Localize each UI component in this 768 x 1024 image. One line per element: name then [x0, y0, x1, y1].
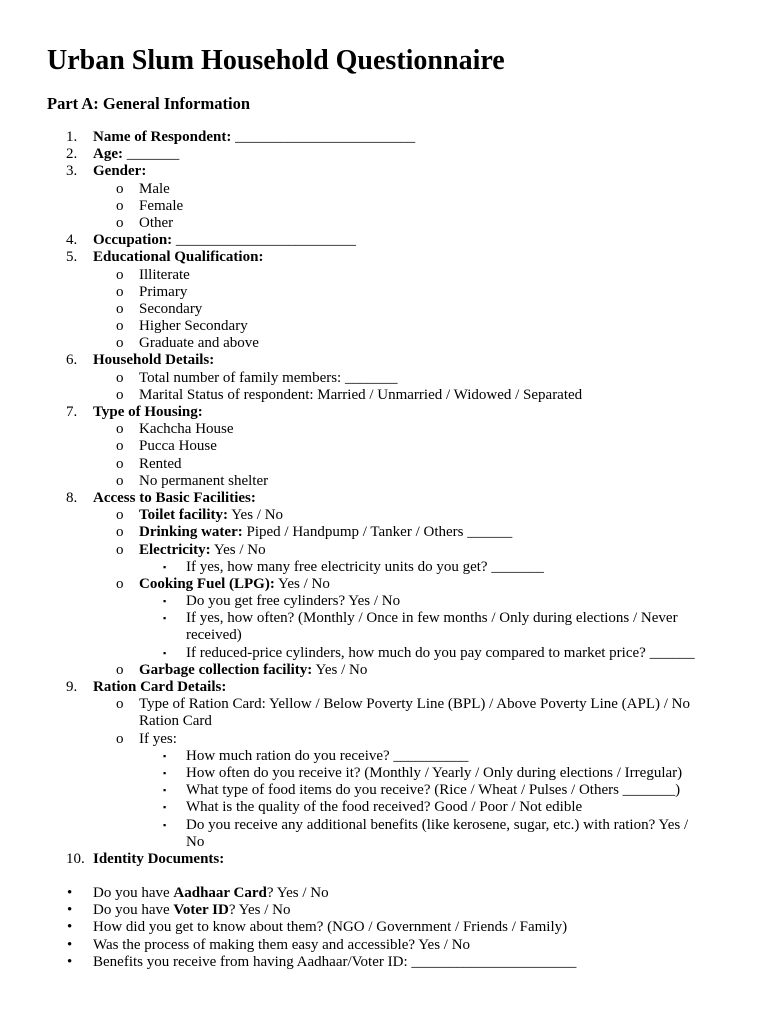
circle-bullet-icon: o	[116, 541, 124, 558]
option-item[interactable]	[0, 267, 768, 284]
circle-bullet-icon: o	[116, 283, 124, 300]
question-list	[0, 129, 768, 971]
sub-question[interactable]	[0, 817, 768, 834]
bullet-item[interactable]	[0, 937, 768, 954]
square-bullet-icon: ▪	[163, 785, 167, 796]
circle-bullet-icon: o	[116, 575, 124, 592]
option-item[interactable]	[0, 696, 768, 713]
facility-label: Garbage collection facility:	[139, 661, 313, 678]
square-bullet-icon: ▪	[163, 613, 167, 624]
option-label: No permanent shelter	[139, 472, 269, 489]
question-label: Ration Card Details:	[93, 679, 227, 695]
question-ration-card	[0, 679, 768, 696]
circle-bullet-icon: o	[116, 180, 124, 197]
bullet-item[interactable]	[0, 954, 768, 971]
answer-blank[interactable]: ________________________	[235, 129, 416, 145]
option-label: Kachcha House	[139, 421, 234, 438]
option-label: Primary	[139, 283, 188, 300]
facility-label: Drinking water:	[139, 524, 243, 541]
square-bullet-icon: ▪	[163, 819, 167, 830]
question-label: Type of Housing:	[93, 404, 203, 420]
circle-bullet-icon: o	[116, 266, 124, 283]
question-facilities	[0, 490, 768, 507]
option-item[interactable]	[0, 456, 768, 473]
option-item[interactable]	[0, 284, 768, 301]
option-label: Secondary	[139, 300, 203, 317]
question-label: Identity Documents:	[93, 850, 225, 867]
square-bullet-icon: ▪	[163, 750, 167, 761]
sub-question[interactable]	[0, 799, 768, 816]
facility-lpg[interactable]	[0, 576, 768, 593]
sub-question[interactable]	[0, 593, 768, 610]
facility-toilet[interactable]	[0, 507, 768, 524]
question-housing	[0, 404, 768, 421]
question-number: 3.	[66, 163, 78, 180]
option-label: Graduate and above	[139, 335, 259, 352]
facility-garbage[interactable]	[0, 662, 768, 679]
option-item[interactable]	[0, 318, 768, 335]
question-label: Name of Respondent:	[93, 129, 232, 145]
facility-options: Piped / Handpump / Tanker / Others ______	[242, 524, 513, 541]
bullet-icon: •	[67, 953, 73, 970]
sub-question[interactable]	[0, 748, 768, 765]
circle-bullet-icon: o	[116, 335, 124, 352]
sub-question[interactable]	[0, 765, 768, 782]
sub-question-text: No	[186, 833, 205, 850]
question-label: Age:	[93, 146, 123, 163]
question-number: 5.	[66, 249, 78, 266]
bullet-icon: •	[67, 885, 73, 902]
option-label: Higher Secondary	[139, 318, 248, 335]
sub-question-text: What type of food items do you receive? (Rice / Wheat / Pulses / Others _______)	[186, 782, 681, 799]
option-label: Female	[139, 197, 184, 214]
document-title: Urban Slum Household Questionnaire	[47, 45, 505, 76]
spacer	[0, 868, 768, 885]
sub-question-text: received)	[186, 627, 242, 644]
question-label: Occupation:	[93, 232, 173, 249]
circle-bullet-icon: o	[116, 730, 124, 747]
option-label: Male	[139, 180, 170, 197]
circle-bullet-icon: o	[116, 386, 124, 403]
option-label: Type of Ration Card: Yellow / Below Poverty Line (BPL) / Above Poverty Line (APL) / No	[139, 696, 690, 713]
option-item[interactable]	[0, 370, 768, 387]
question-age	[0, 146, 768, 163]
circle-bullet-icon: o	[116, 197, 124, 214]
question-label: Access to Basic Facilities:	[93, 489, 256, 506]
question-number: 8.	[66, 489, 78, 506]
square-bullet-icon: ▪	[163, 561, 167, 572]
square-bullet-icon: ▪	[163, 767, 167, 778]
section-heading-part-a: Part A: General Information	[47, 94, 251, 113]
option-item[interactable]	[0, 198, 768, 215]
facility-options: Yes / No	[312, 661, 368, 678]
option-label: If yes:	[139, 730, 177, 747]
option-label: Ration Card	[139, 713, 212, 730]
question-number: 10.	[66, 850, 85, 867]
option-item[interactable]	[0, 301, 768, 318]
question-label: Educational Qualification:	[93, 249, 264, 266]
bullet-icon: •	[67, 919, 73, 936]
square-bullet-icon: ▪	[163, 802, 167, 813]
option-label: Rented	[139, 455, 182, 472]
circle-bullet-icon: o	[116, 421, 124, 438]
facility-water[interactable]	[0, 524, 768, 541]
option-item[interactable]	[0, 335, 768, 352]
question-name	[0, 129, 768, 146]
circle-bullet-icon: o	[116, 214, 124, 231]
square-bullet-icon: ▪	[163, 647, 167, 658]
option-item[interactable]	[0, 387, 768, 404]
bullet-item[interactable]	[0, 919, 768, 936]
circle-bullet-icon: o	[116, 438, 124, 455]
facility-label: Electricity:	[139, 541, 211, 558]
sub-question[interactable]	[0, 645, 768, 662]
circle-bullet-icon: o	[116, 300, 124, 317]
circle-bullet-icon: o	[116, 507, 124, 524]
sub-question-text: Do you receive any additional benefits (like kerosene, sugar, etc.) with ration? Yes /	[186, 816, 689, 833]
option-label: Illiterate	[139, 266, 190, 283]
option-item[interactable]	[0, 438, 768, 455]
answer-blank[interactable]: _______	[126, 146, 180, 163]
question-number: 4.	[66, 232, 78, 249]
document-name: Voter ID	[173, 902, 229, 919]
option-item-continued	[0, 713, 768, 730]
question-number: 1.	[66, 129, 78, 145]
bullet-text: How did you get to know about them? (NGO / Government / Friends / Family)	[93, 919, 568, 936]
circle-bullet-icon: o	[116, 472, 124, 489]
circle-bullet-icon: o	[116, 369, 124, 386]
sub-question-continued	[0, 834, 768, 851]
option-item[interactable]	[0, 421, 768, 438]
square-bullet-icon: ▪	[163, 596, 167, 607]
question-label: Gender:	[93, 163, 147, 180]
answer-blank[interactable]: ________________________	[175, 232, 356, 249]
bullet-item-voter-id[interactable]: • Do you have Voter ID? Yes / No	[67, 902, 291, 919]
question-number: 9.	[66, 679, 78, 695]
bullet-icon: •	[67, 902, 73, 919]
option-label: Marital Status of respondent: Married / Unmarried / Widowed / Separated	[139, 386, 583, 403]
sub-question[interactable]	[0, 610, 768, 627]
question-number: 7.	[66, 404, 78, 420]
question-identity-documents	[0, 851, 768, 868]
sub-question-text: What is the quality of the food received? Good / Poor / Not edible	[186, 799, 583, 816]
sub-question-text: If yes, how many free electricity units do you get? _______	[186, 558, 544, 575]
option-label: Other	[139, 214, 174, 231]
circle-bullet-icon: o	[116, 524, 124, 541]
question-education	[0, 249, 768, 266]
facility-label: Cooking Fuel (LPG):	[139, 575, 275, 592]
option-label: Pucca House	[139, 438, 217, 455]
sub-question-text: How often do you receive it? (Monthly / Yearly / Only during elections / Irregular)	[186, 764, 683, 781]
circle-bullet-icon: o	[116, 696, 124, 713]
facility-electricity[interactable]	[0, 542, 768, 559]
circle-bullet-icon: o	[116, 318, 124, 335]
question-number: 6.	[66, 352, 78, 369]
sub-question-text: How much ration do you receive? __________	[186, 747, 469, 764]
option-label: Total number of family members: _______	[139, 369, 398, 386]
facility-options: Yes / No	[274, 575, 330, 592]
option-item[interactable]	[0, 473, 768, 490]
sub-question[interactable]	[0, 782, 768, 799]
sub-question-text: If yes, how often? (Monthly / Once in few months / Only during elections / Never	[186, 610, 678, 627]
question-household	[0, 352, 768, 369]
facility-options: Yes / No	[228, 507, 284, 524]
sub-question-continued	[0, 627, 768, 644]
bullet-text: Benefits you receive from having Aadhaar/Voter ID: ______________________	[93, 953, 577, 970]
facility-options: Yes / No	[210, 541, 266, 558]
question-number: 2.	[66, 146, 78, 163]
circle-bullet-icon: o	[116, 455, 124, 472]
document-name: Aadhaar Card	[173, 885, 267, 902]
option-item[interactable]	[0, 181, 768, 198]
sub-question-text: If reduced-price cylinders, how much do you pay compared to market price? ______	[186, 644, 695, 661]
option-item[interactable]	[0, 731, 768, 748]
question-label: Household Details:	[93, 352, 215, 369]
bullet-item-aadhaar[interactable]: • Do you have Aadhaar Card? Yes / No	[67, 885, 329, 902]
bullet-icon: •	[67, 936, 73, 953]
facility-label: Toilet facility:	[139, 507, 229, 524]
sub-question[interactable]	[0, 559, 768, 576]
sub-question-text: Do you get free cylinders? Yes / No	[186, 593, 401, 610]
question-gender	[0, 163, 768, 180]
bullet-text: Was the process of making them easy and accessible? Yes / No	[93, 936, 471, 953]
option-item[interactable]	[0, 215, 768, 232]
circle-bullet-icon: o	[116, 661, 124, 678]
question-occupation	[0, 232, 768, 249]
